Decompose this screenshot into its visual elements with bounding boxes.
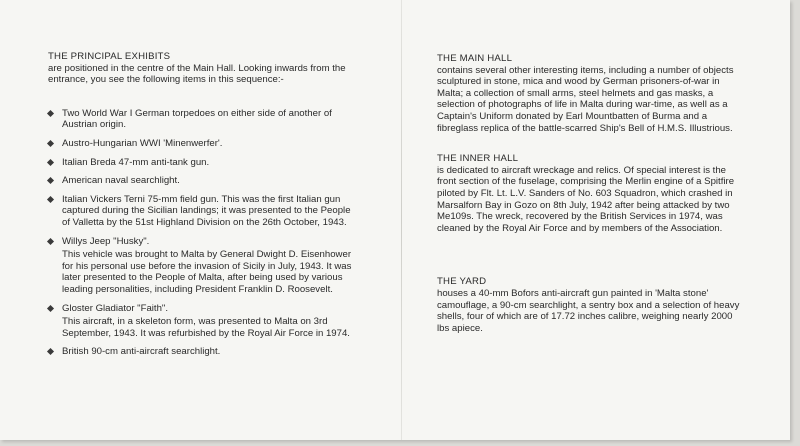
yard-text: houses a 40-mm Bofors anti-aircraft gun painted in 'Malta stone' camouflage, a 90-cm searchlight, a sentry box and a selection of heavy shells, four of which are of 17.72 inches calibre, weighing nearly 2000 lbs apiece. xyxy=(437,287,740,334)
exhibit-item xyxy=(48,175,358,187)
left-column xyxy=(48,51,358,365)
diamond-bullet-icon xyxy=(47,196,54,203)
main-hall-section xyxy=(437,53,745,134)
diamond-bullet-icon xyxy=(47,140,54,147)
main-hall-heading: THE MAIN HALL xyxy=(437,53,513,64)
diamond-bullet-icon xyxy=(47,110,54,117)
inner-hall-heading: THE INNER HALL xyxy=(437,153,519,165)
exhibit-item xyxy=(48,346,358,358)
diamond-bullet-icon xyxy=(47,304,54,311)
exhibit-title: Willys Jeep "Husky". xyxy=(62,235,150,247)
right-column xyxy=(437,53,745,353)
exhibit-description: This vehicle was brought to Malta by General Dwight D. Eisenhower for his personal use before the invasion of Sicily in July, 1943. It was later presented to the People of Malta, after being used by various leading personalities, including President Franklin D. Roosevelt. xyxy=(62,249,352,295)
diamond-bullet-icon xyxy=(47,348,54,355)
exhibit-item xyxy=(48,194,358,229)
diamond-bullet-icon xyxy=(47,159,54,166)
exhibit-title: Austro-Hungarian WWI 'Minenwerfer'. xyxy=(62,137,223,149)
exhibit-title: American naval searchlight. xyxy=(62,175,180,187)
inner-hall-section xyxy=(437,153,745,234)
exhibit-item xyxy=(48,157,358,169)
exhibit-item xyxy=(48,138,358,150)
fold-line xyxy=(401,0,402,440)
principal-exhibits-intro: are positioned in the centre of the Main Hall. Looking inwards from the entrance, you see the following items in this sequence:- xyxy=(48,62,346,86)
exhibit-item xyxy=(48,108,358,131)
diamond-bullet-icon xyxy=(47,177,54,184)
yard-section xyxy=(437,276,745,334)
main-hall-text: contains several other interesting items, including a number of objects sculptured in stone, mica and wood by German prisoners-of-war in Malta; a collection of small arms, steel helmets and gas masks, a selection of photographs of life in Malta during war-time, as well as a Captain's Uniform donated by Earl Mountbatten of Burma and a fibreglass replica of the battle-scarred Ship's Bell of H.M.S. Illustrious. xyxy=(437,64,734,134)
principal-exhibits-heading: THE PRINCIPAL EXHIBITS xyxy=(48,51,171,62)
exhibit-description: This aircraft, in a skeleton form, was presented to Malta on 3rd September, 1943. It was refurbished by the Royal Air Force in 1974. xyxy=(62,316,350,339)
exhibit-title: Italian Breda 47-mm anti-tank gun. xyxy=(62,156,210,168)
exhibit-title: Italian Vickers Terni 75-mm field gun. This was the first Italian gun captured during the Sicilian landings; it was presented to the People of Valletta by the 51st Highland Division on the 26th October, 1943. xyxy=(62,193,351,228)
exhibit-list xyxy=(48,108,358,358)
exhibit-title: British 90-cm anti-aircraft searchlight. xyxy=(62,346,221,358)
exhibit-title: Two World War I German torpedoes on either side of another of Austrian origin. xyxy=(62,107,332,131)
exhibit-title: Gloster Gladiator "Faith". xyxy=(62,302,168,314)
exhibit-item xyxy=(48,303,358,340)
yard-heading: THE YARD xyxy=(437,276,487,288)
diamond-bullet-icon xyxy=(47,237,54,244)
inner-hall-text: is dedicated to aircraft wreckage and relics. Of special interest is the front section of the fuselage, comprising the Merlin engine of a Spitfire piloted by Flt. Lt. L.V. Sanders of No. 603 Squadron, which crashed in Marsalforn Bay in Gozo on 8th July, 1942 after being attacked by two Me109s. The wreck, recovered by the British Services in 1974, was cleaned by the Royal Air Force and by members of the Association. xyxy=(437,164,735,234)
exhibit-item xyxy=(48,236,358,296)
